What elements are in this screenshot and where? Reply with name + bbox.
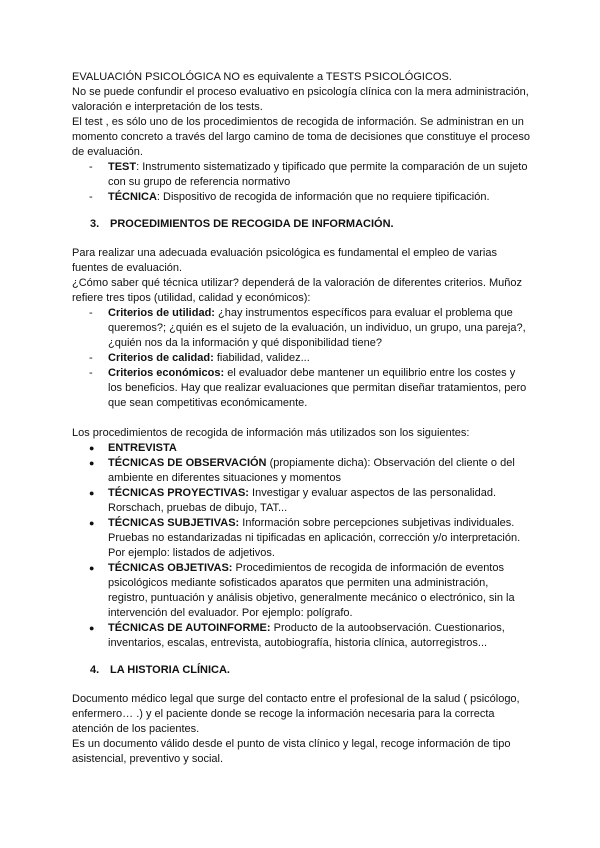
intro-paragraph-2: El test , es sólo uno de los procedimientos de recogida de información. Se administran en un momento concreto a través del largo camino de toma de decisiones que constituye el proceso de evaluación. bbox=[72, 116, 530, 158]
section-4-paragraph: Documento médico legal que surge del contacto entre el profesional de la salud ( psicólogo, enfermero… .) y el paciente donde se recoge la información necesaria para la correcta atención de los pacientes. bbox=[72, 693, 520, 735]
list-item: ● TÉCNICAS DE OBSERVACIÓN (propiamente dicha): Observación del cliente o del ambiente en diferentes situaciones y momentos bbox=[89, 457, 515, 484]
procedures-list bbox=[72, 441, 530, 651]
list-item: ● TÉCNICAS DE AUTOINFORME: Producto de la autoobservación. Cuestionarios, inventarios, escalas, entrevista, autobiografía, historia clínica, autorregistros... bbox=[89, 622, 505, 649]
list-item: ● ENTREVISTA bbox=[89, 442, 177, 454]
list-item: ● TÉCNICAS SUBJETIVAS: Información sobre percepciones subjetivas individuales. Pruebas no estandarizadas ni tipificadas en aplicación, corrección y/o interpretación. Por ejemplo: listados de adjetivos. bbox=[89, 517, 521, 559]
section-3-paragraph-2: ¿Cómo saber qué técnica utilizar? dependerá de la valoración de diferentes criterios. Muñoz refiere tres tipos (utilidad, calidad y económicos): bbox=[72, 277, 523, 304]
list-item: ● TÉCNICAS OBJETIVAS: Procedimientos de recogida de información de eventos psicológicos mediante sofisticados aparatos que permiten una administración, registro, puntuación y análisis objetivo, generalmente mecánico o electrónico, sin la intervención del evaluador. Por ejemplo: polígrafo. bbox=[89, 562, 515, 619]
criteria-list bbox=[72, 306, 530, 411]
section-4-heading: 4. LA HISTORIA CLÍNICA. bbox=[90, 664, 230, 676]
section-4-paragraph-2: Es un documento válido desde el punto de vista clínico y legal, recoge información de tipo asistencial, preventivo y social. bbox=[72, 738, 511, 765]
definitions-list bbox=[72, 160, 530, 205]
section-3-heading: 3. PROCEDIMIENTOS DE RECOGIDA DE INFORMACIÓN. bbox=[90, 218, 394, 230]
list-item: ● TÉCNICAS PROYECTIVAS: Investigar y evaluar aspectos de las personalidad. Rorschach, pruebas de dibujo, TAT... bbox=[89, 487, 497, 514]
list-item: - Criterios de utilidad: ¿hay instrumentos específicos para evaluar el problema que queremos?; ¿quién es el sujeto de la evaluación, un individuo, un grupo, una pareja?, ¿quién nos da la información y qué disponibilidad tiene? bbox=[72, 306, 530, 351]
list-item: - Criterios de calidad: fiabilidad, validez... bbox=[72, 351, 530, 366]
list-item: - TEST: Instrumento sistematizado y tipificado que permite la comparación de un sujeto con su grupo de referencia normativo bbox=[72, 160, 530, 190]
list-item: - TÉCNICA: Dispositivo de recogida de información que no requiere tipificación. bbox=[72, 190, 530, 205]
section-3-paragraph: Para realizar una adecuada evaluación psicológica es fundamental el empleo de varias fuentes de evaluación. bbox=[72, 247, 497, 274]
intro-paragraph: EVALUACIÓN PSICOLÓGICA NO es equivalente a TESTS PSICOLÓGICOS. No se puede confundir el proceso evaluativo en psicología clínica con la mera administración, valoración e interpretación de los tests. bbox=[72, 71, 529, 113]
list-item: - Criterios económicos: el evaluador debe mantener un equilibrio entre los costes y los beneficios. Hay que realizar evaluaciones que permitan diseñar tratamientos, pero que sean competitivas económicamente. bbox=[72, 366, 530, 411]
intro-line-1: EVALUACIÓN PSICOLÓGICA NO es equivalente a TESTS PSICOLÓGICOS. bbox=[72, 71, 452, 83]
procedures-intro: Los procedimientos de recogida de información más utilizados son los siguientes: bbox=[72, 427, 470, 439]
